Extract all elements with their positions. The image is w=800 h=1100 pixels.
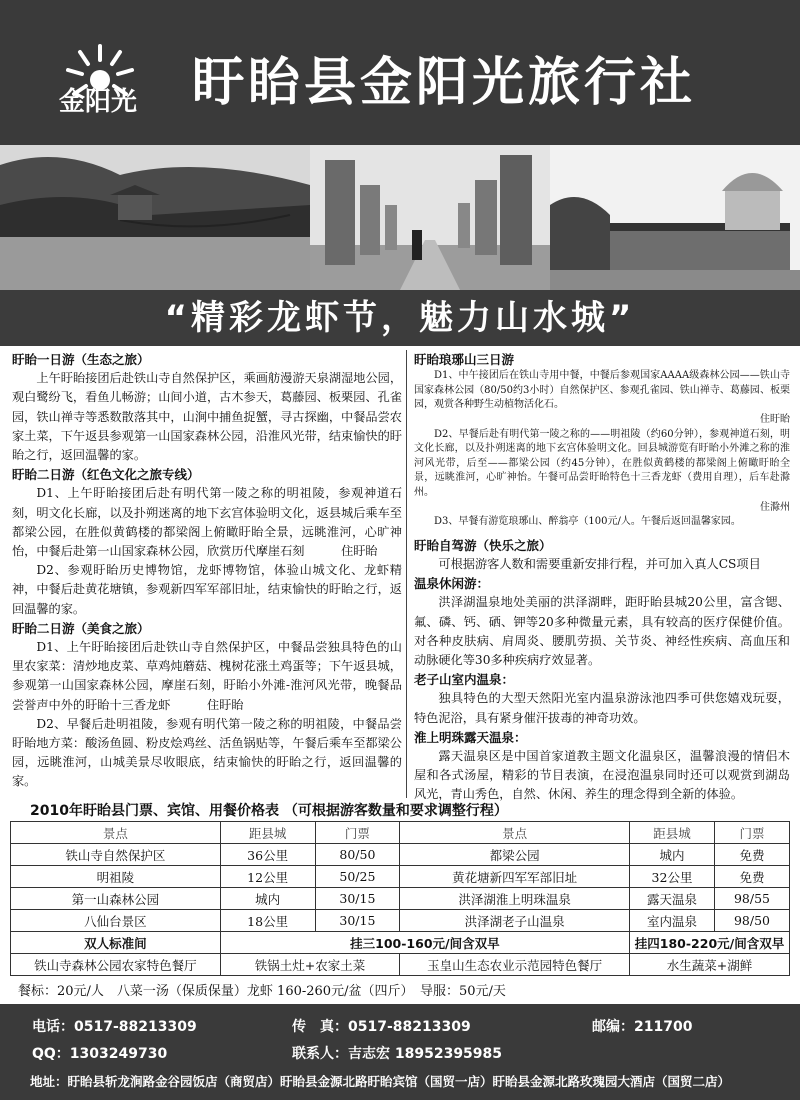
section-text: D1、上午盱眙接团后赴有明代第一陵之称的明祖陵，参观神道石刻，明文化长廊，以及扑朔迷离的地下玄宫体验明文化，返县城后乘车至都梁公园，在胜似黄鹤楼的都梁阁上俯瞰盱眙全景，远眺淮河，心旷神怡，中餐后赴第一山国家森林公园，欣赏历代摩崖石刻 住盱眙 bbox=[12, 486, 402, 559]
sun-logo-icon bbox=[18, 38, 178, 118]
left-itinerary-column bbox=[12, 350, 402, 792]
table-header-row bbox=[11, 822, 790, 844]
table-row bbox=[11, 844, 790, 866]
hotel-row bbox=[11, 932, 790, 954]
restaurant-name: 玉皇山生态农业示范园特色餐厅 bbox=[400, 954, 630, 976]
section-text: D3、早餐有游览琅琊山、醉翁亭（100元/人。午餐后返回温馨家园。 bbox=[434, 516, 741, 528]
right-itinerary-column bbox=[414, 350, 790, 805]
footer-line-2 bbox=[32, 1043, 772, 1063]
section-text: D1、中午接团后在铁山寺用中餐，中餐后参观国家AAAA级森林公园——铁山寺国家森林公园（80/50约3小时）自然保护区、参观孔雀园、铁山禅寺、葛藤园、板栗园，观赏各种野生动植物活化石。 bbox=[414, 370, 790, 411]
section-text: 洪泽湖温泉地处美丽的洪泽湖畔，距盱眙县城20公里，富含锶、氟、磷、钙、硒、钾等20多种微量元素，具有较高的医疗保健价值。对各种皮肤病、肩周炎、腰肌劳损、关节炎、神经性疾病、高血压和动脉硬化等30多种疾病疗效显著。 bbox=[414, 595, 790, 667]
section-text: 露天温泉区是中国首家道教主题文化温泉区，温馨浪漫的情侣木屋和各式汤屋，精彩的节目表演，在浸泡温泉同时还可以观赏到湖岛风光，青山秀色，自然、休闲、养生的理念得到全新的体验。 bbox=[414, 748, 790, 802]
table-header: 门票 bbox=[315, 822, 400, 844]
meal-price-note: 餐标：20元/人 八菜一汤（保质保量）龙虾 160-260元/盆（四斤） 导服：50元/天 bbox=[18, 984, 506, 999]
hotel-room-type: 双人标准间 bbox=[11, 932, 221, 954]
postcode-text: 邮编：211700 bbox=[592, 1019, 693, 1035]
price-table-title: 2010年盱眙县门票、宾馆、用餐价格表 （可根据游客数量和要求调整行程） bbox=[30, 803, 508, 819]
footer-line-1 bbox=[32, 1016, 772, 1036]
address-text: 地址：盱眙县斩龙涧路金谷园饭店（商贸店）盱眙县金源北路盱眙宾馆（国贸一店）盱眙县金源北路玫瑰园大酒店（国贸二店） bbox=[30, 1074, 731, 1089]
hotel-three-star-price: 挂三100-160元/间含双早 bbox=[220, 932, 629, 954]
logo-text: 金阳光 bbox=[58, 87, 138, 117]
table-cell: 免费 bbox=[714, 844, 789, 866]
section-title-outdoor-spring: 淮上明珠露天温泉： bbox=[414, 729, 527, 745]
table-cell: 黄花塘新四军军部旧址 bbox=[400, 866, 630, 888]
agency-name: 盱眙县金阳光旅行社 bbox=[192, 53, 697, 113]
section-title-self-drive: 盱眙自驾游（快乐之旅） bbox=[414, 537, 552, 553]
table-cell: 八仙台景区 bbox=[11, 910, 221, 932]
stay-note: 住滁州 bbox=[760, 501, 790, 513]
stay-note: 住盱眙 bbox=[207, 697, 244, 712]
table-cell: 36公里 bbox=[220, 844, 315, 866]
table-cell: 第一山森林公园 bbox=[11, 888, 221, 910]
stay-note: 住盱眙 bbox=[341, 544, 378, 559]
contact-footer bbox=[0, 1004, 800, 1100]
section-text: D2、早餐后赴明祖陵，参观有明代第一陵之称的明祖陵，中餐品尝盱眙地方菜：酸汤鱼圆、粉皮烩鸡丝、活鱼锅贴等，午餐后乘车至都梁公园，远眺淮河，山城美景尽收眼底，结束愉快的盱眙之行，返回温馨的家。 bbox=[12, 716, 402, 789]
table-cell: 铁山寺自然保护区 bbox=[11, 844, 221, 866]
table-cell: 免费 bbox=[714, 866, 789, 888]
photo-stone-statues bbox=[310, 145, 550, 290]
table-cell: 32公里 bbox=[630, 866, 715, 888]
table-cell: 30/15 bbox=[315, 910, 400, 932]
fax-text: 传 真：0517-88213309 bbox=[292, 1019, 471, 1035]
restaurant-dish: 水生蔬菜+湖鲜 bbox=[630, 954, 790, 976]
section-text: 独具特色的大型天然阳光室内温泉游泳池四季可供您嬉戏玩耍，特色泥浴，具有紧身催汗拔毒的神奇功效。 bbox=[414, 691, 790, 725]
table-cell: 30/15 bbox=[315, 888, 400, 910]
section-text: D1、上午盱眙接团后赴铁山寺自然保护区，中餐品尝独具特色的山里农家菜：清炒地皮菜、草鸡炖蘑菇、槐树花涨土鸡蛋等；下午返县城，参观第一山国家森林公园，摩崖石刻，盱眙小外滩-淮河风光带，晚餐品尝誉声中外的盱眙十三香龙虾 住盱眙 bbox=[12, 640, 402, 712]
slogan-banner: “精彩龙虾节，魅力山水城” bbox=[0, 290, 800, 346]
section-title-one-day: 盱眙一日游（生态之旅） bbox=[12, 352, 150, 367]
section-title-langya: 盱眙琅琊山三日游 bbox=[414, 352, 515, 367]
table-cell: 12公里 bbox=[220, 866, 315, 888]
table-cell: 城内 bbox=[630, 844, 715, 866]
table-row bbox=[11, 866, 790, 888]
table-cell: 城内 bbox=[220, 888, 315, 910]
section-title-red-culture: 盱眙二日游（红色文化之旅专线） bbox=[12, 467, 200, 483]
section-title-hot-spring: 温泉休闲游： bbox=[414, 576, 490, 592]
table-header: 距县城 bbox=[630, 822, 715, 844]
table-cell: 洪泽湖淮上明珠温泉 bbox=[400, 888, 630, 910]
table-cell: 50/25 bbox=[315, 866, 400, 888]
table-cell: 98/55 bbox=[714, 888, 789, 910]
hotel-four-star-price: 挂四180-220元/间含双早 bbox=[630, 932, 790, 954]
photo-strip bbox=[0, 145, 800, 290]
section-text: D2、早餐后赴有明代第一陵之称的——明祖陵（约60分钟），参观神道石刻，明文化长廊，以及扑朔迷离的地下玄宫体验明文化。回县城游览有盱眙小外滩之称的淮河风光带，后至——都梁公园（约45分钟），在胜似黄鹤楼的都梁阁上俯瞰盱眙全景，远眺淮河，心旷神怡。午餐可品尝盱眙特色十三香龙虾（费用自理），后车赴滁州。 bbox=[414, 428, 790, 498]
table-header: 景点 bbox=[400, 822, 630, 844]
restaurant-dish: 铁锅土灶+农家土菜 bbox=[220, 954, 400, 976]
table-row bbox=[11, 888, 790, 910]
section-title-laozishan: 老子山室内温泉： bbox=[414, 672, 515, 688]
header-banner bbox=[0, 0, 800, 145]
table-cell: 明祖陵 bbox=[11, 866, 221, 888]
photo-lake-bridge bbox=[0, 145, 310, 290]
table-cell: 都梁公园 bbox=[400, 844, 630, 866]
phone-text: 电话：0517-88213309 bbox=[32, 1019, 197, 1035]
stay-note: 住盱眙 bbox=[760, 413, 790, 425]
section-text: 上午盱眙接团后赴铁山寺自然保护区，乘画舫漫游天泉湖湿地公园，观白鹭纷飞，看鱼儿畅游；山间小道，古木参天，葛藤园、板栗园、孔雀园，铁山禅寺等悉数散落其中，山涧中捕鱼捉蟹，寻古探幽，中餐品尝农家土菜，下午返县参观第一山国家森林公园，沿淮风光带，结束愉快的盱眙之行，返回温馨的家。 bbox=[12, 371, 403, 463]
table-header: 景点 bbox=[11, 822, 221, 844]
qq-text: QQ：1303249730 bbox=[32, 1046, 168, 1062]
table-cell: 98/50 bbox=[714, 910, 789, 932]
contact-person-text: 联系人：吉志宏 18952395985 bbox=[292, 1046, 503, 1062]
restaurant-name: 铁山寺森林公园农家特色餐厅 bbox=[11, 954, 221, 976]
table-cell: 18公里 bbox=[220, 910, 315, 932]
table-header: 门票 bbox=[714, 822, 789, 844]
photo-observatory bbox=[550, 145, 800, 290]
table-row bbox=[11, 910, 790, 932]
section-title-food: 盱眙二日游（美食之旅） bbox=[12, 620, 150, 636]
table-cell: 露天温泉 bbox=[630, 888, 715, 910]
price-table bbox=[10, 821, 790, 976]
table-cell: 洪泽湖老子山温泉 bbox=[400, 910, 630, 932]
column-divider bbox=[406, 350, 407, 798]
section-text: 可根据游客人数和需要重新安排行程，并可加入真人CS项目 bbox=[438, 556, 761, 571]
table-header: 距县城 bbox=[220, 822, 315, 844]
table-cell: 80/50 bbox=[315, 844, 400, 866]
section-text: D2、参观盱眙历史博物馆，龙虾博物馆，体验山城文化、龙虾精神，中餐后赴黄花塘镇，参观新四军军部旧址，结束愉快的盱眙之行，返回温馨的家。 bbox=[12, 563, 402, 616]
food-row bbox=[11, 954, 790, 976]
table-cell: 室内温泉 bbox=[630, 910, 715, 932]
